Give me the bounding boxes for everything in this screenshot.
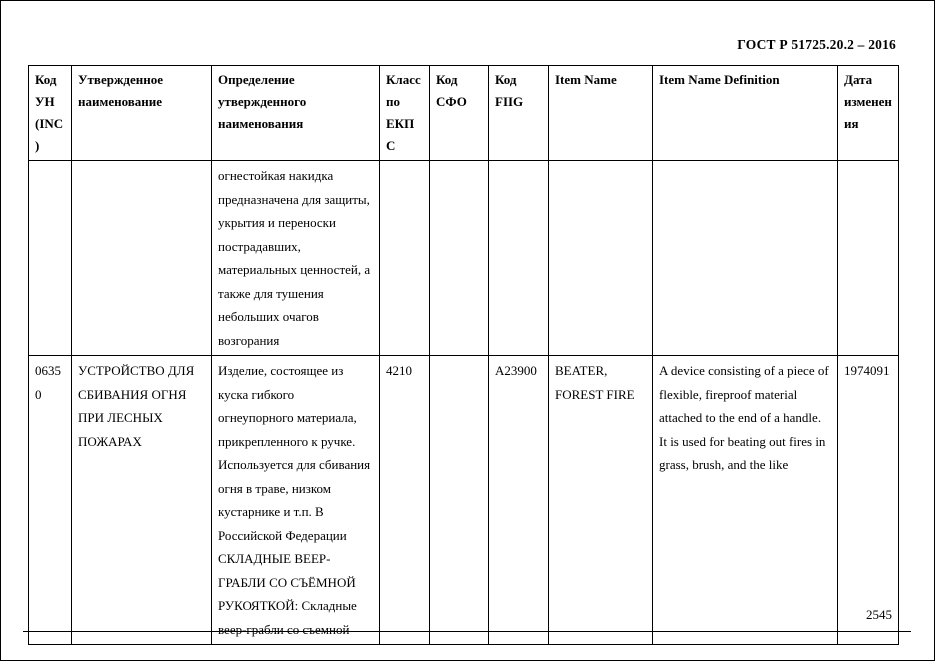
cell-sfo-code xyxy=(430,161,489,356)
col-header-fiig-code: Код FIIG xyxy=(489,66,549,161)
cell-approved-name: УСТРОЙСТВО ДЛЯ СБИВАНИЯ ОГНЯ ПРИ ЛЕСНЫХ ПОЖАРАХ xyxy=(72,356,212,645)
page-number: 2545 xyxy=(866,607,892,622)
col-header-approved-name: Утвержденное наименование xyxy=(72,66,212,161)
cell-sfo-code xyxy=(430,356,489,645)
col-header-item-name-definition: Item Name Definition xyxy=(653,66,838,161)
cell-change-date: 1974091 xyxy=(838,356,899,645)
table-row xyxy=(29,356,899,645)
col-header-item-name: Item Name xyxy=(549,66,653,161)
cell-item-name-definition: A device consisting of a piece of flexible, fireproof material attached to the end of a handle. It is used for beating out fires in grass, brush, and the like xyxy=(653,356,838,645)
col-header-inc-code: Код УН (INC) xyxy=(29,66,72,161)
cell-item-name: BEATER, FOREST FIRE xyxy=(549,356,653,645)
cell-definition: огнестойкая накидка предназначена для защиты, укрытия и переноски пострадавших, материальных ценностей, а также для тушения небольших очагов возгорания xyxy=(212,161,380,356)
table-header-row xyxy=(29,66,899,161)
cell-fiig-code xyxy=(489,161,549,356)
cell-definition: Изделие, состоящее из куска гибкого огнеупорного материала, прикрепленного к ручке. Используется для сбивания огня в траве, низком кустарнике и т.п. В Российской Федерации СКЛАДНЫЕ ВЕЕР-ГРАБЛИ СО СЪЁМНОЙ РУКОЯТКОЙ: Складные веер-грабли со съемной xyxy=(212,356,380,645)
col-header-ekps-class: Класс по ЕКПС xyxy=(380,66,430,161)
cell-item-name xyxy=(549,161,653,356)
cell-inc-code: 06350 xyxy=(29,356,72,645)
cell-ekps-class xyxy=(380,161,430,356)
document-title: ГОСТ Р 51725.20.2 – 2016 xyxy=(737,37,896,52)
col-header-change-date: Дата изменения xyxy=(838,66,899,161)
cell-ekps-class: 4210 xyxy=(380,356,430,645)
footer-rule xyxy=(23,631,911,632)
table-row xyxy=(29,161,899,356)
col-header-definition: Определение утвержденного наименования xyxy=(212,66,380,161)
cell-item-name-definition xyxy=(653,161,838,356)
col-header-sfo-code: Код СФО xyxy=(430,66,489,161)
cell-fiig-code: A23900 xyxy=(489,356,549,645)
cell-inc-code xyxy=(29,161,72,356)
cell-change-date xyxy=(838,161,899,356)
item-names-table xyxy=(28,65,899,645)
cell-approved-name xyxy=(72,161,212,356)
